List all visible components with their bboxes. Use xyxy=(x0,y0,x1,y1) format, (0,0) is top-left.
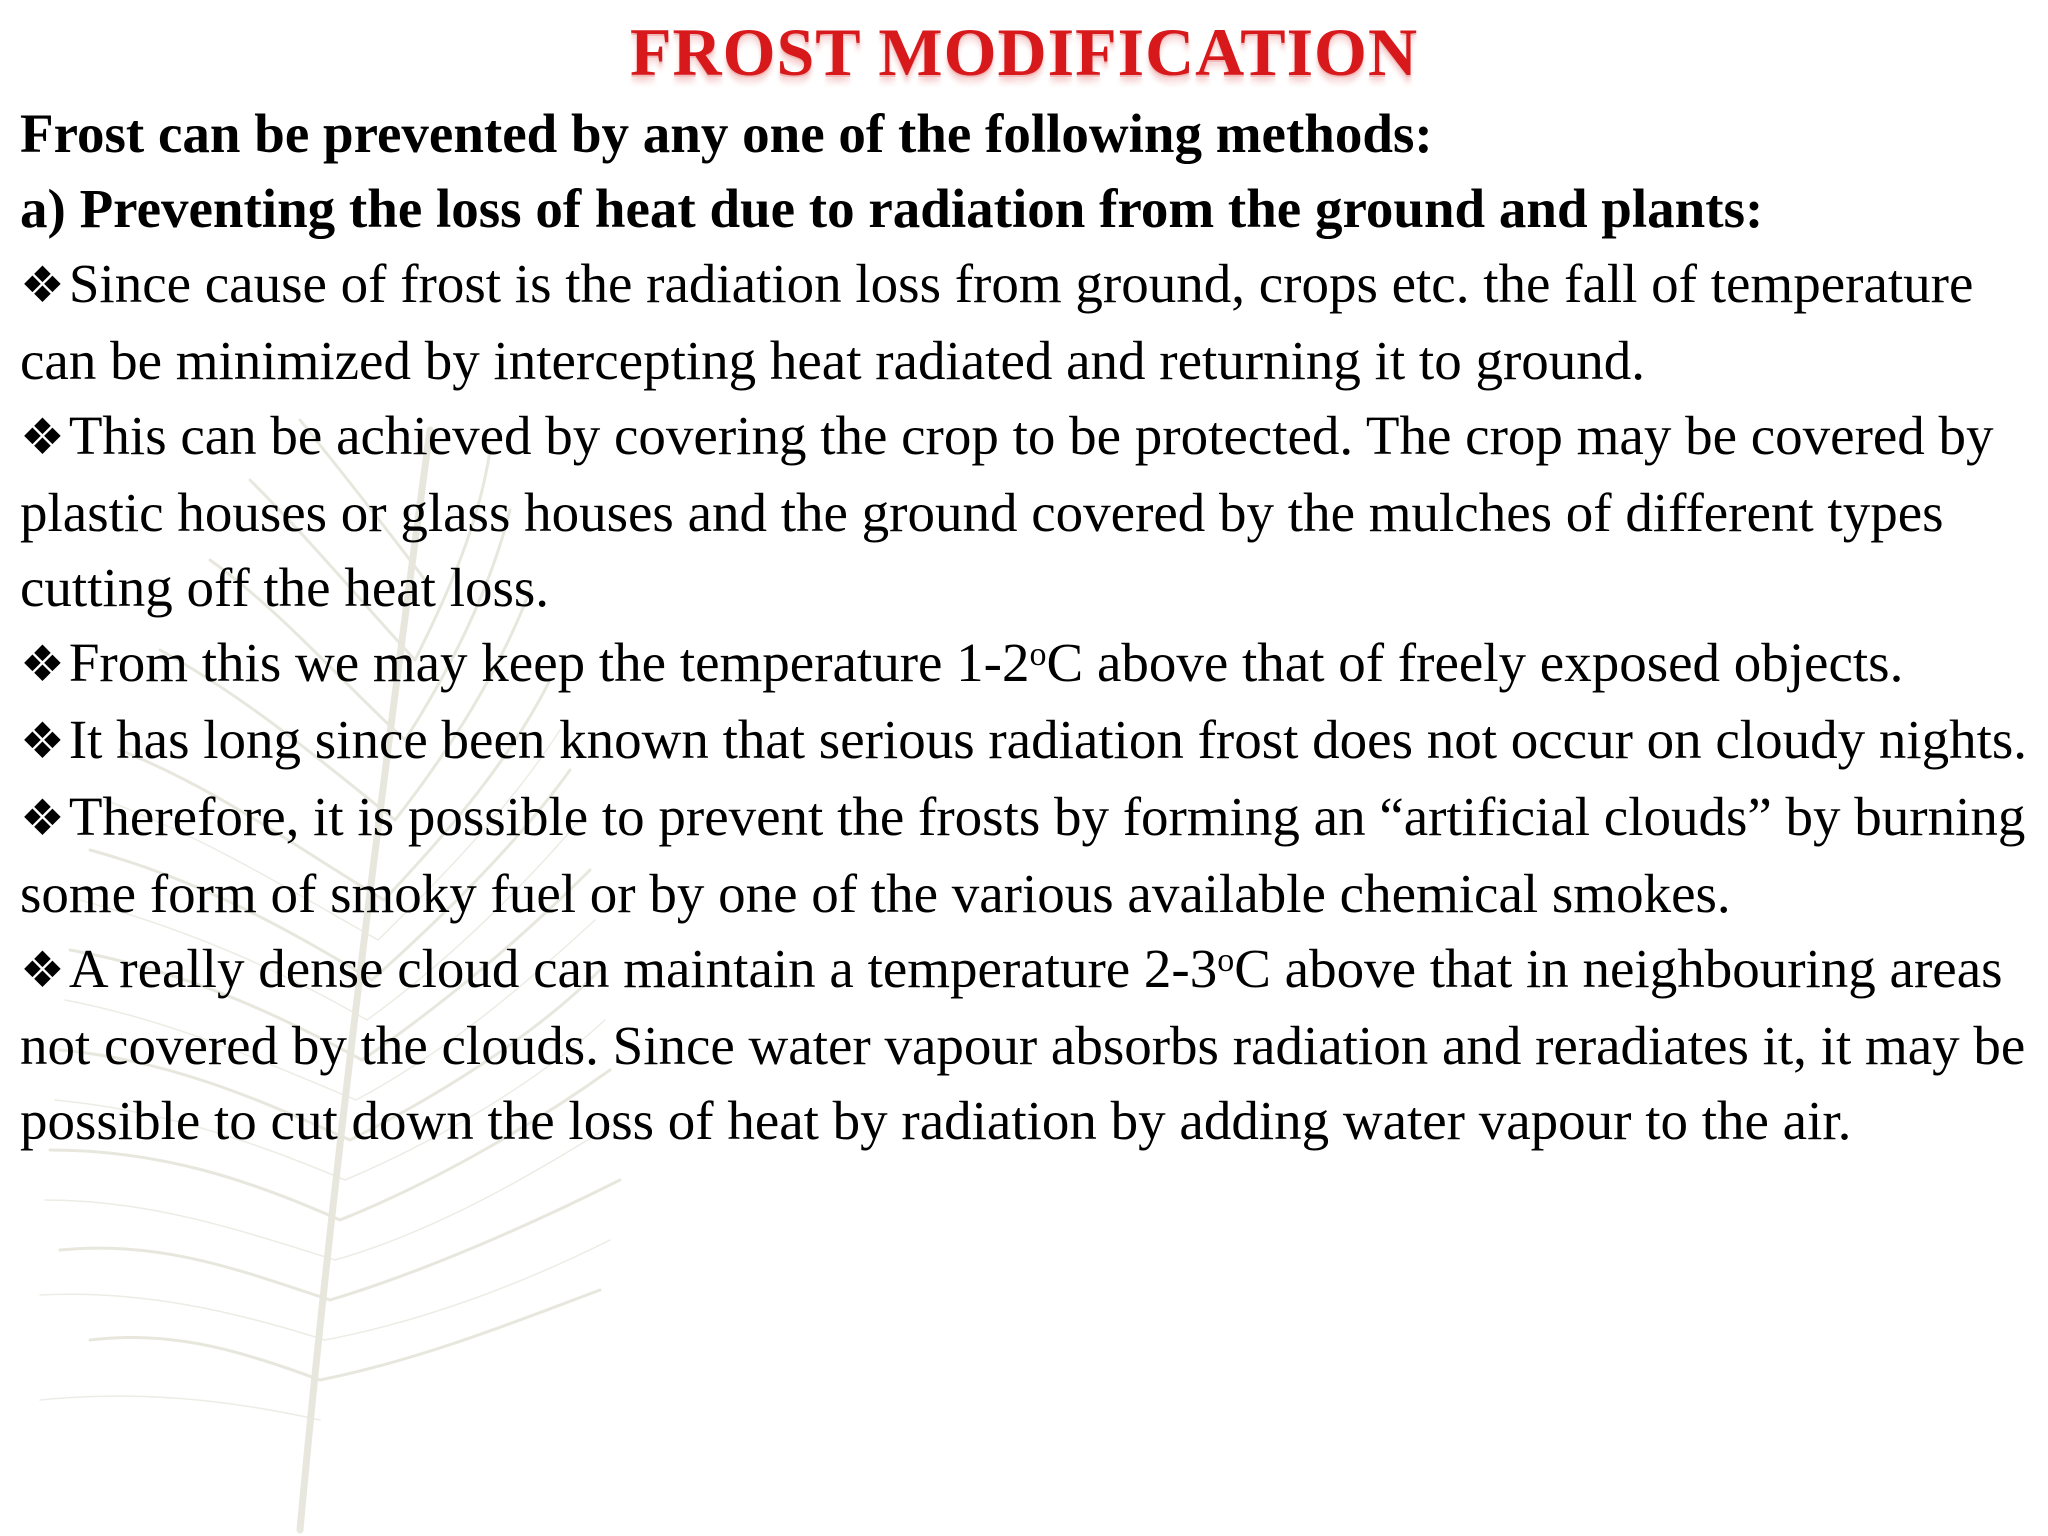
diamond-bullet-icon: ❖ xyxy=(20,790,65,846)
bullet-item xyxy=(20,702,2038,779)
bullet-text-continued: C above that in neighbouring areas not covered by the clouds. Since water vapour absorbs radiation and reradiates it, it may be possible to cut down the loss of heat by radiation by adding water vapour to the air. xyxy=(20,938,2026,1151)
bullet-item xyxy=(20,246,2038,398)
bullet-item xyxy=(20,931,2038,1158)
bullet-text: It has long since been known that serious radiation frost does not occur on cloudy nights. xyxy=(68,709,2028,770)
diamond-bullet-icon: ❖ xyxy=(20,942,65,998)
slide-body xyxy=(20,96,2038,1158)
intro-line: Frost can be prevented by any one of the following methods: xyxy=(20,103,1433,164)
bullet-text: A really dense cloud can maintain a temperature 2-3 xyxy=(68,938,1218,999)
bullet-text: Therefore, it is possible to prevent the frosts by forming an “artificial clouds” by burning some form of smoky fuel or by one of the various available chemical smokes. xyxy=(20,786,2026,924)
bullet-text: This can be achieved by covering the crop to be protected. The crop may be covered by plastic houses or glass houses and the ground covered by the mulches of different types cutting off the heat loss. xyxy=(20,405,1994,618)
bullet-item xyxy=(20,779,2038,931)
diamond-bullet-icon: ❖ xyxy=(20,409,65,465)
bullet-text: From this we may keep the temperature 1-2 xyxy=(68,632,1030,693)
bullet-item xyxy=(20,398,2038,625)
subheading: a) Preventing the loss of heat due to radiation from the ground and plants: xyxy=(20,178,1764,239)
degree-superscript: o xyxy=(1029,636,1047,673)
slide-title: FROST MODIFICATION xyxy=(629,14,1419,90)
bullet-text: Since cause of frost is the radiation loss from ground, crops etc. the fall of temperature can be minimized by intercepting heat radiated and returning it to ground. xyxy=(20,253,1974,391)
bullet-text-continued: C above that of freely exposed objects. xyxy=(1046,632,1904,693)
degree-superscript: o xyxy=(1217,942,1235,979)
bullet-item xyxy=(20,625,2038,702)
diamond-bullet-icon: ❖ xyxy=(20,257,65,313)
diamond-bullet-icon: ❖ xyxy=(20,636,65,692)
diamond-bullet-icon: ❖ xyxy=(20,713,65,769)
